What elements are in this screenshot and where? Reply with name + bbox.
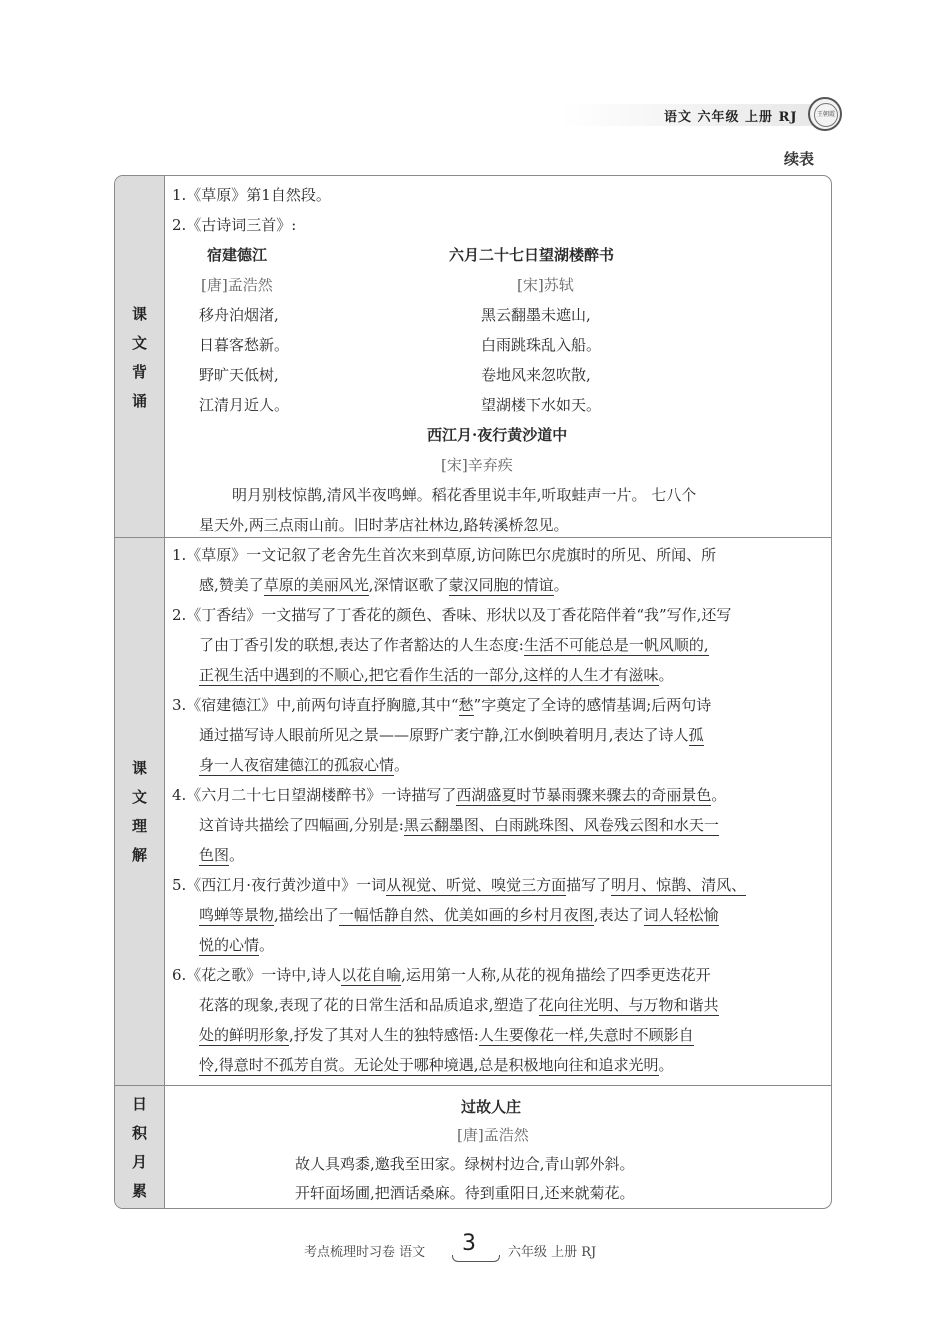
section-label-recite [115,300,164,416]
underlined-key-point: 人生要像花一样,失意时不顾影自 [478,1026,694,1044]
text-segment: 1.《草原》一文记叙了老舍先生首次来到草原,访问陈巴尔虎旗时的所见、所闻、所 [172,546,717,564]
section-label-char: 诵 [131,392,147,410]
poem1-author: [唐]孟浩然 [201,276,273,294]
logo-text: 王朝霞 [814,103,838,127]
text-segment: 6.《花之歌》一诗中,诗人 [172,966,342,984]
underlined-key-point: 色图 [199,846,230,864]
underlined-key-point: 鸣蝉等景物 [199,906,275,924]
text-segment: 。 [394,756,410,774]
underlined-key-point: 怜,得意时不孤芳自赏。无论处于哪种境遇,总是积极地向往和追求光明 [199,1056,659,1074]
underlined-key-point: 词人轻松愉 [643,906,719,924]
underlined-key-point: 生活不可能总是一帆风顺的, [523,636,709,654]
underlined-key-point: 明月、惊鹊、清风、 [611,876,747,894]
section-label-char: 积 [131,1124,147,1142]
underlined-key-point: 处的鲜明形象 [199,1026,290,1044]
section-label-char: 日 [131,1095,147,1113]
text-segment: 。 [658,1056,674,1074]
underlined-key-point: 身一人夜宿建德江的孤寂心情 [199,756,395,774]
poem2-line: 白雨跳珠乱入船。 [481,336,602,354]
underlined-key-point: 从视觉、听觉、嗅觉三方面 [386,876,567,894]
text-segment: ,抒发了其对人生的独特感悟: [289,1026,479,1044]
understand-line [172,544,716,565]
understand-line [172,784,726,805]
poem2-line: 卷地风来忽吹散, [481,366,591,384]
section-label-understand [115,754,164,870]
understand-line [199,754,409,775]
poem2-author: [宋]苏轼 [517,276,574,294]
poem2-line: 黑云翻墨未遮山, [481,306,591,324]
text-segment: ,描绘出了 [274,906,339,924]
understand-line [172,604,731,625]
understand-line [199,844,244,865]
underlined-key-point: 愁 [458,696,474,714]
poem1-line: 移舟泊烟渚, [199,306,279,324]
text-segment: 花落的现象,表现了花的日常生活和品质追求,塑造了 [199,996,539,1014]
poem3-author: [宋]辛弃疾 [441,456,513,474]
understand-line [199,814,719,835]
accumulate-poem-title: 过故人庄 [461,1098,522,1116]
text-segment: 这首诗共描绘了四幅画,分别是: [199,816,404,834]
poem1-title: 宿建德江 [207,246,268,264]
underlined-key-point: 草原的美丽风光 [263,576,369,594]
section-label-char: 文 [131,334,147,352]
section-label-char: 文 [131,788,147,806]
poem2-line: 望湖楼下水如天。 [481,396,602,414]
text-segment: 5.《西江月·夜行黄沙道中》一词 [172,876,387,894]
understand-line [199,574,569,595]
understand-line [172,964,711,985]
row-divider [115,537,831,538]
understand-line [199,904,719,925]
understand-line [199,1024,694,1045]
page-number: 3 [462,1231,476,1256]
poem3-title: 西江月·夜行黄沙道中 [427,426,568,444]
understand-line [172,694,711,715]
recite-item-1: 1.《草原》第1自然段。 [172,186,331,204]
page-footer [0,1231,950,1265]
text-segment: 感,赞美了 [199,576,264,594]
understand-line [199,1054,674,1075]
text-segment: ,深情讴歌了 [368,576,449,594]
understand-line [172,874,746,895]
poem3-line: 明月别枝惊鹊,清风半夜鸣蝉。稻花香里说丰年,听取蛙声一片。 七八个 [232,486,697,504]
text-segment: 。 [711,786,727,804]
understand-line [199,934,274,955]
row-divider [115,1085,831,1086]
underlined-key-point: 一幅恬静自然、优美如画的乡村月夜图 [338,906,594,924]
footer-book-info: 考点梳理时习卷 语文 [304,1245,426,1260]
text-segment: 。 [553,576,569,594]
text-segment: 。 [259,936,275,954]
section-label-char: 月 [131,1153,147,1171]
underlined-key-point: 悦的心情 [199,936,260,954]
text-segment: 了由丁香引发的联想,表达了作者豁达的人生态度: [199,636,524,654]
poem3-line: 星天外,两三点雨山前。旧时茅店社林边,路转溪桥忽见。 [199,516,569,534]
underlined-key-point: 黑云翻墨图、白雨跳珠图、风卷残云图和水天一 [403,816,719,834]
text-segment: ,表达了 [593,906,644,924]
accumulate-poem-line: 故人具鸡黍,邀我至田家。绿树村边合,青山郭外斜。 [295,1155,635,1173]
page-number-brace [452,1255,500,1262]
underlined-key-point: 正视生活中遇到的不顺心,把它看作生活的一部分,这样的人生才有滋味 [199,666,659,684]
section-label-char: 累 [131,1182,147,1200]
continued-label: 续表 [784,150,815,168]
section-label-char: 背 [131,363,147,381]
recite-item-2: 2.《古诗词三首》: [172,216,297,234]
content-table [114,175,832,1209]
text-segment: 。 [658,666,674,684]
header-subject-info: 语文 六年级 上册 RJ [664,110,798,125]
underlined-key-point: 西湖盛夏时节暴雨骤来骤去的奇丽景色 [456,786,712,804]
text-segment: 3.《宿建德江》中,前两句诗直抒胸臆,其中“ [172,696,459,714]
underlined-key-point: 蒙汉同胞的情谊 [448,576,554,594]
section-label-char: 理 [131,817,147,835]
underlined-key-point: 孤 [688,726,704,744]
section-label-char: 课 [131,759,147,777]
accumulate-poem-author: [唐]孟浩然 [457,1126,529,1144]
understand-line [199,994,719,1015]
text-segment: 4.《六月二十七日望湖楼醉书》一诗描写了 [172,786,457,804]
understand-line [199,664,674,685]
poem1-line: 江清月近人。 [199,396,290,414]
understand-line [199,724,704,745]
text-segment: 描写了 [566,876,612,894]
text-segment: 2.《丁香结》一文描写了丁香花的颜色、香味、形状以及丁香花陪伴着“我”写作,还写 [172,606,732,624]
footer-grade-info: 六年级 上册 RJ [508,1245,597,1260]
accumulate-poem-line: 开轩面场圃,把酒话桑麻。待到重阳日,还来就菊花。 [295,1184,635,1202]
section-label-accumulate [115,1090,164,1206]
underlined-key-point: 花向往光明、与万物和谐共 [538,996,719,1014]
text-segment: ”字奠定了全诗的感情基调;后两句诗 [473,696,712,714]
section-label-char: 课 [131,305,147,323]
poem1-line: 野旷天低树, [199,366,279,384]
understand-line [199,634,709,655]
publisher-logo-icon [808,97,842,131]
section-label-char: 解 [131,846,147,864]
poem2-title: 六月二十七日望湖楼醉书 [449,246,615,264]
underlined-key-point: 以花自喻 [341,966,402,984]
poem1-line: 日暮客愁新。 [199,336,290,354]
text-segment: 。 [229,846,245,864]
text-segment: ,运用第一人称,从花的视角描绘了四季更迭花开 [401,966,711,984]
text-segment: 通过描写诗人眼前所见之景——原野广袤宁静,江水倒映着明月,表达了诗人 [199,726,689,744]
